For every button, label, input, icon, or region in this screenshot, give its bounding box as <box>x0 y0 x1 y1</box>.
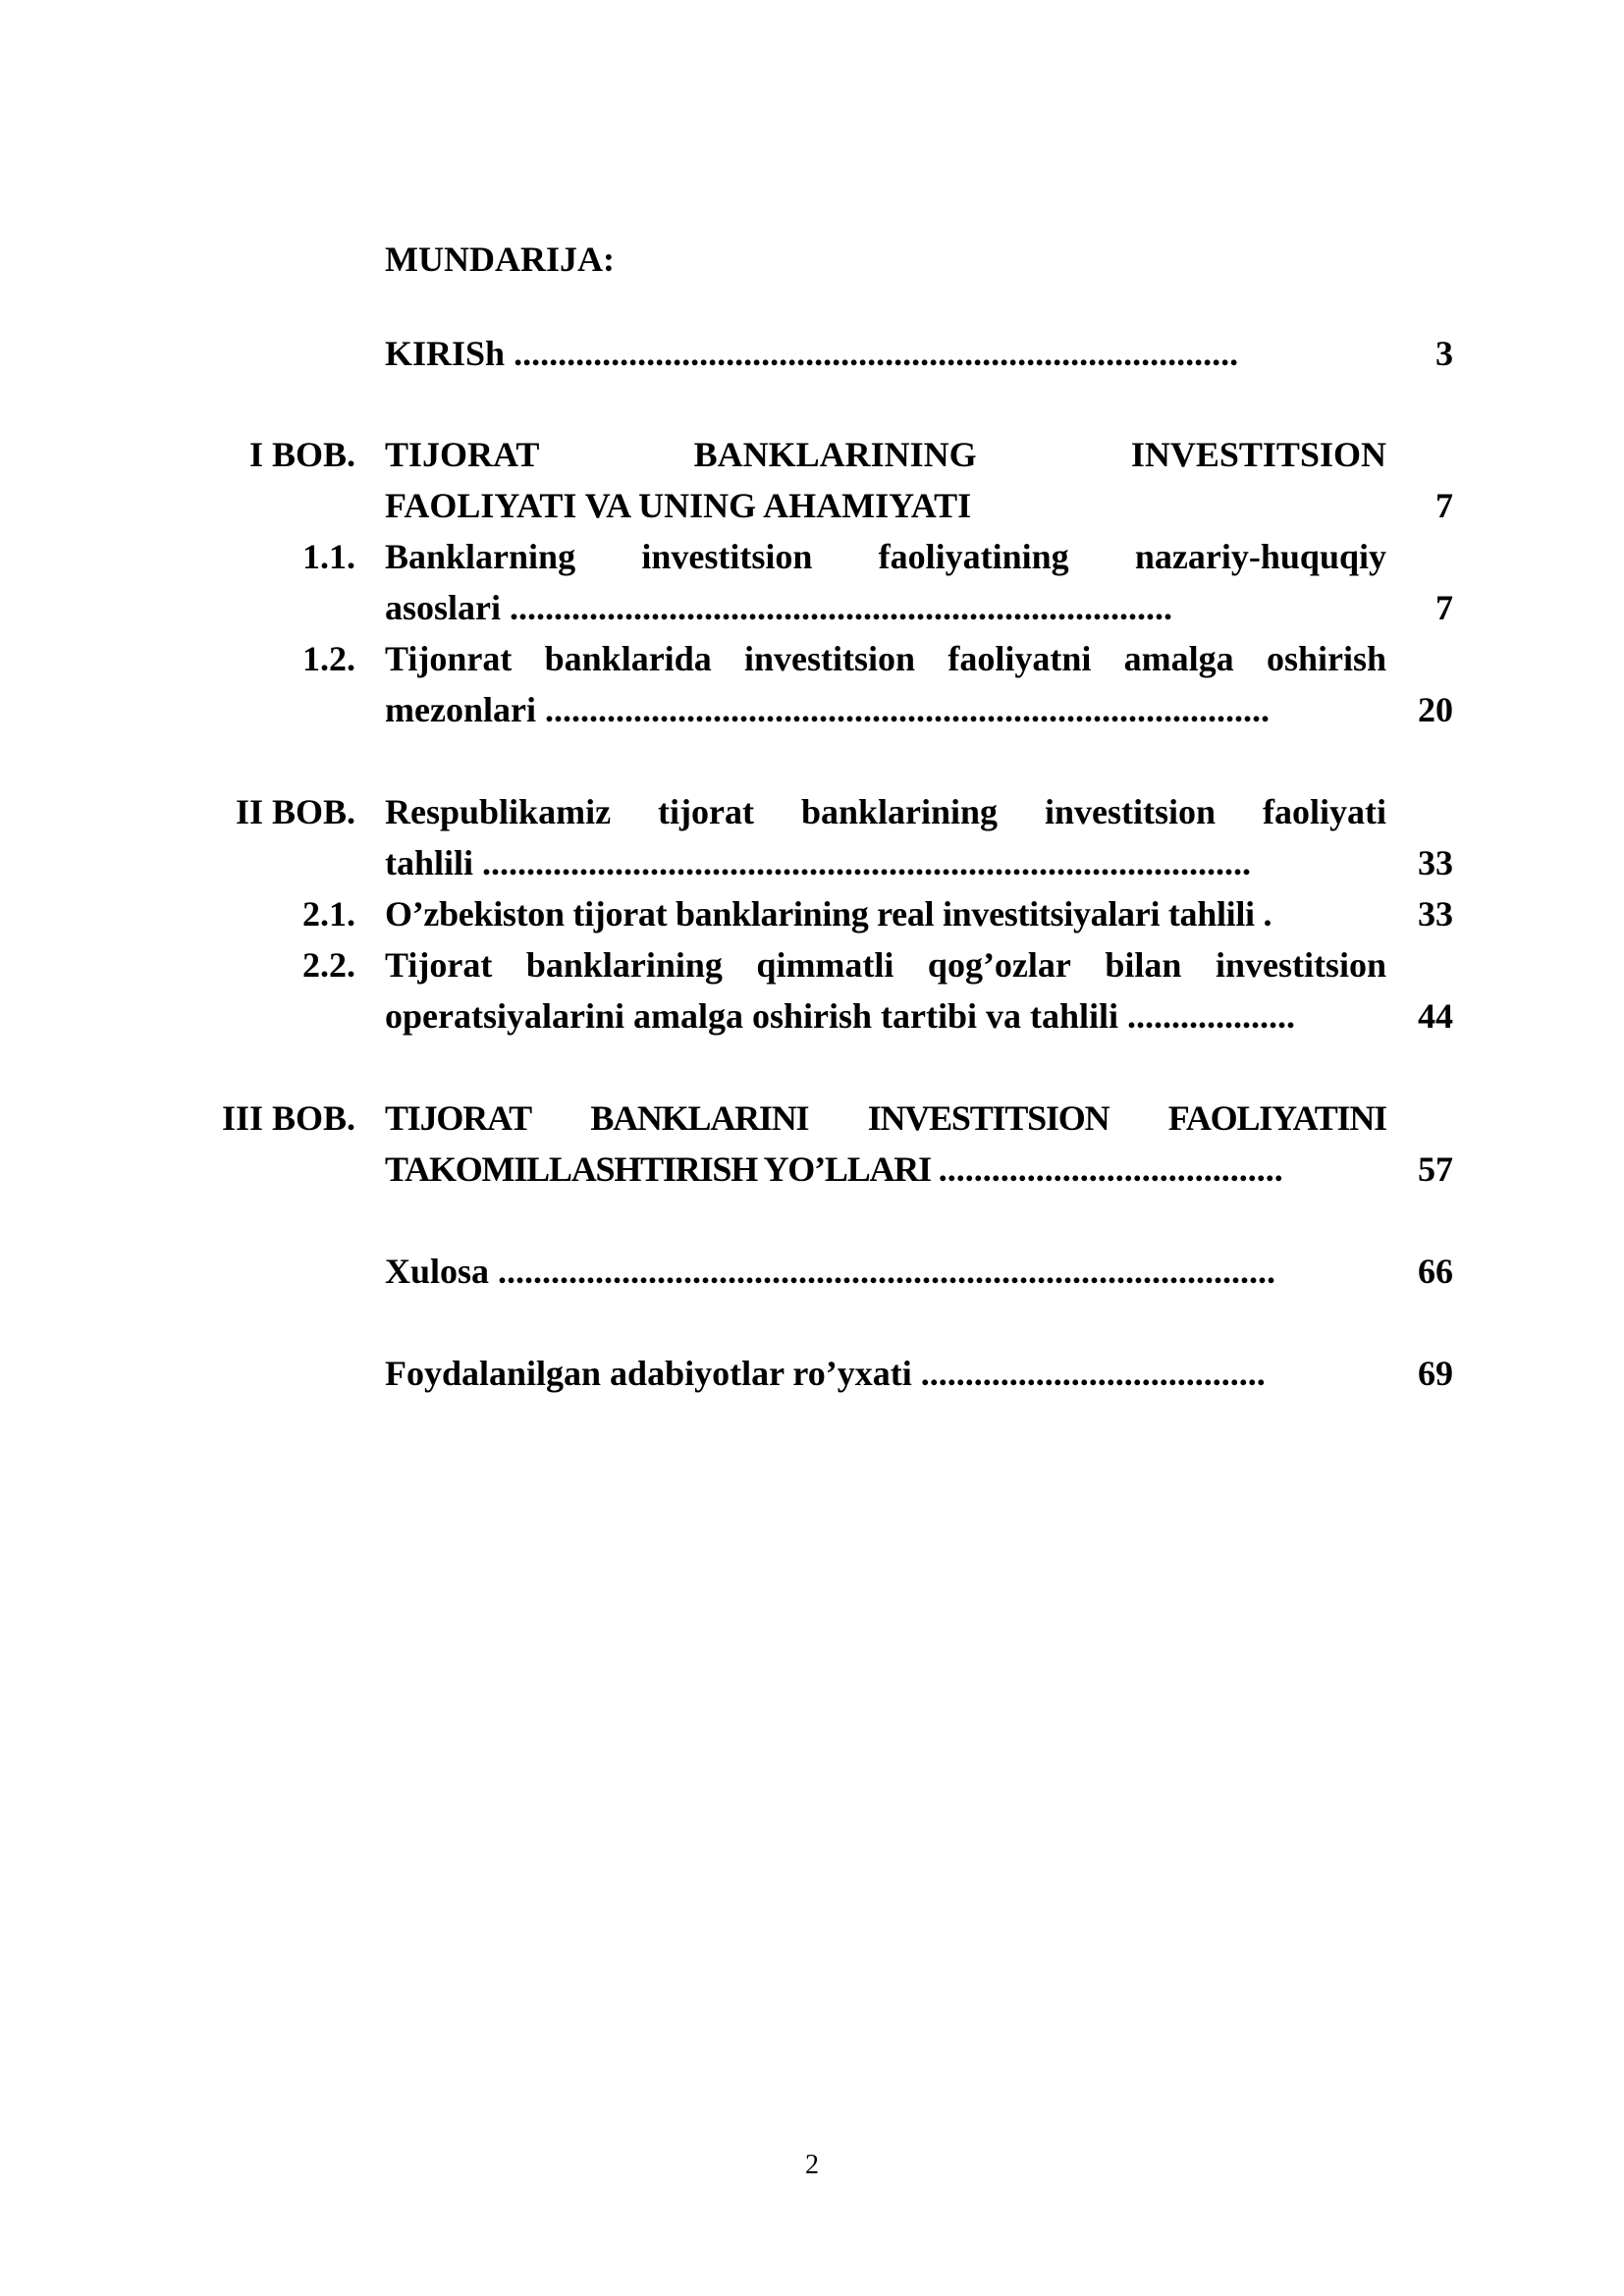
section-title-line-1: O’zbekiston tijorat banklarining real investitsiyalari tahlili . <box>385 894 1272 934</box>
title-word: investitsion <box>1215 945 1386 985</box>
section-number: 2.1. <box>302 894 355 934</box>
toc-page-number: 7 <box>1435 588 1453 627</box>
toc-leader-dots: ....................................... <box>920 1354 1266 1393</box>
section-title-line-1 <box>385 633 1386 684</box>
toc-entry-text <box>385 328 1386 379</box>
title-word: TIJORAT <box>385 435 540 474</box>
toc-leader-dots: .................................................................................. <box>514 334 1239 373</box>
toc-page-number: 33 <box>1418 894 1453 934</box>
title-word: faoliyatni <box>947 639 1092 678</box>
title-word: Tijorat <box>385 945 493 985</box>
section-number: 2.2. <box>302 945 355 985</box>
title-word: BANKLARINING <box>693 435 977 474</box>
title-word: Tijonrat <box>385 639 513 678</box>
title-word: qimmatli <box>756 945 894 985</box>
toc-leader-dots: ....................................................................................... <box>482 843 1252 882</box>
title-word: INVESTITSION <box>1130 435 1386 474</box>
title-word: Respublikamiz <box>385 792 612 831</box>
title-word: qog’ozlar <box>927 945 1071 985</box>
toc-page-number: 7 <box>1435 486 1453 525</box>
toc-leader-dots: ........................................................................... <box>510 588 1173 627</box>
section-title-line-1 <box>385 531 1386 582</box>
title-word: banklarida <box>544 639 712 678</box>
title-word: INVESTITSION <box>867 1098 1110 1138</box>
title-word: investitsion <box>744 639 916 678</box>
title-word: faoliyati <box>1263 792 1386 831</box>
toc-title: MUNDARIJA: <box>385 240 615 279</box>
title-word: investitsion <box>641 537 813 576</box>
title-word: faoliyatining <box>878 537 1069 576</box>
title-word: Banklarning <box>385 537 576 576</box>
toc-page-number: 57 <box>1418 1149 1453 1189</box>
toc-leader-dots: ........................................................................................ <box>498 1252 1276 1291</box>
toc-leader-dots: ....................................... <box>938 1149 1283 1189</box>
section-title-line-2 <box>385 990 1386 1041</box>
section-number: 1.2. <box>302 639 355 678</box>
toc-entry-label: mezonlari <box>385 690 545 729</box>
toc-entry-label: KIRISh <box>385 334 514 373</box>
title-word: banklarining <box>525 945 723 985</box>
toc-page-number: 3 <box>1435 334 1453 373</box>
toc-page-number: 66 <box>1418 1252 1453 1291</box>
chapter-number: I BOB. <box>248 435 355 474</box>
toc-entry-label: asoslari <box>385 588 511 627</box>
chapter-title-line-1 <box>385 429 1386 480</box>
title-word: investitsion <box>1045 792 1217 831</box>
toc-page-number: 33 <box>1418 843 1453 882</box>
chapter-title-line-2 <box>385 1144 1386 1195</box>
toc-entry-label: tahlili <box>385 843 483 882</box>
section-title-line-2 <box>385 582 1386 633</box>
toc-page-number: 69 <box>1418 1354 1453 1393</box>
title-word: nazariy-huquqiy <box>1134 537 1386 576</box>
title-word: oshirish <box>1266 639 1386 678</box>
toc-entry-label: operatsiyalarini amalga oshirish tartibi va tahlili <box>385 996 1128 1036</box>
toc-entry-label: Xulosa <box>385 1252 499 1291</box>
toc-leader-dots: .................................................................................. <box>544 690 1270 729</box>
title-word: amalga <box>1123 639 1234 678</box>
toc-entry-text <box>385 1246 1386 1297</box>
title-word: TIJORAT <box>385 1098 531 1138</box>
chapter-title-line-2 <box>385 837 1386 888</box>
toc-page-number: 20 <box>1418 690 1453 729</box>
chapter-title-line-1 <box>385 786 1386 837</box>
toc-leader-dots: ................... <box>1127 996 1296 1036</box>
section-title-line-1 <box>385 939 1386 990</box>
page-number-footer: 2 <box>805 2150 819 2180</box>
section-title-line-2 <box>385 684 1386 735</box>
title-word: tijorat <box>658 792 754 831</box>
toc-entry-label: TAKOMILLASHTIRISH YO’LLARI <box>385 1149 939 1189</box>
chapter-number: III BOB. <box>221 1098 355 1138</box>
toc-page-number: 44 <box>1418 996 1453 1036</box>
chapter-number: II BOB. <box>235 792 355 831</box>
title-word: bilan <box>1105 945 1182 985</box>
section-number: 1.1. <box>302 537 355 576</box>
title-word: FAOLIYATINI <box>1167 1098 1386 1138</box>
title-word: banklarining <box>800 792 999 831</box>
chapter-title-line-1 <box>385 1093 1386 1144</box>
toc-entry-label: Foydalanilgan adabiyotlar ro’yxati <box>385 1354 921 1393</box>
title-word: BANKLARINI <box>590 1098 809 1138</box>
toc-entry-text <box>385 1348 1386 1399</box>
chapter-title-line-2: FAOLIYATI VA UNING AHAMIYATI <box>385 486 972 525</box>
